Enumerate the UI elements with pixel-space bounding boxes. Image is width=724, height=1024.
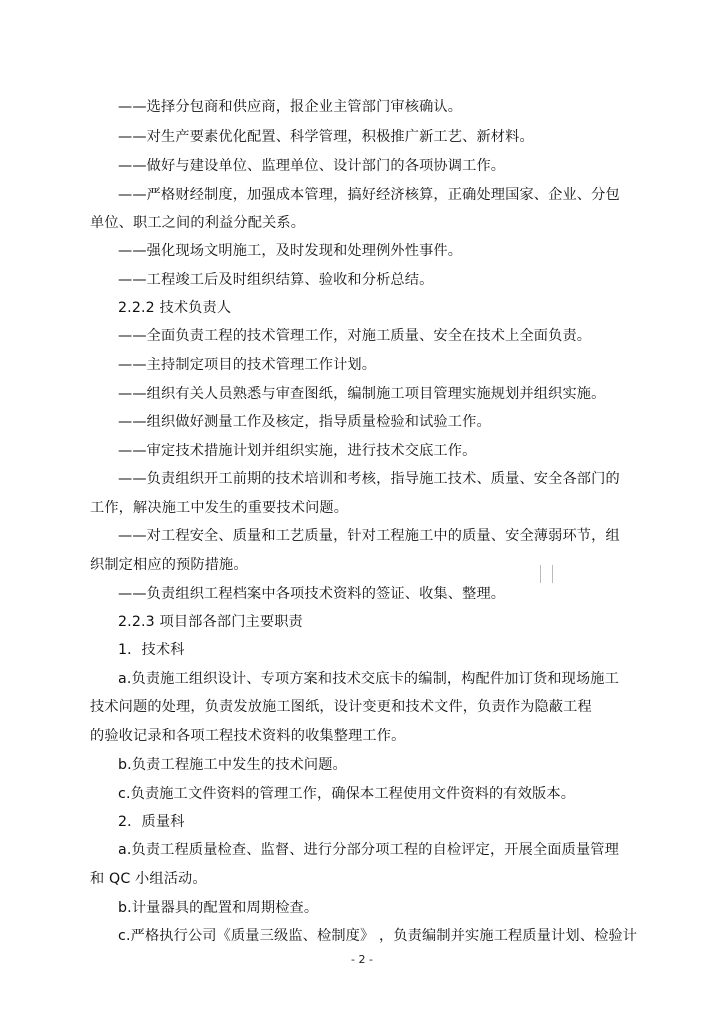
text-line: ——对工程安全、质量和工艺质量，针对工程施工中的质量、安全薄弱环节，组	[118, 528, 620, 544]
text-line: ——组织有关人员熟悉与审查图纸，编制施工项目管理实施规划并组织实施。	[118, 386, 606, 402]
text-line: 技术问题的处理，负责发放施工图纸，设计变更和技术文件，负责作为隐蔽工程	[90, 699, 592, 715]
text-line: ——负责组织开工前期的技术培训和考核，指导施工技术、质量、安全各部门的	[118, 471, 620, 487]
text-line: a.负责工程质量检查、监督、进行分部分项工程的自检评定，开展全面质量管理	[118, 842, 619, 858]
text-line: c.负责施工文件资料的管理工作，确保本工程使用文件资料的有效版本。	[118, 786, 576, 802]
text-line: ——组织做好测量工作及核定，指导质量检验和试验工作。	[118, 414, 491, 430]
section-heading: 2.2.2 技术负责人	[118, 300, 232, 316]
text-line: 和 QC 小组活动。	[90, 871, 207, 887]
text-line: ——做好与建设单位、监理单位、设计部门的各项协调工作。	[118, 158, 506, 174]
text-line: 织制定相应的预防措施。	[90, 557, 248, 573]
scan-mark	[540, 565, 553, 583]
text-line: ——对生产要素优化配置、科学管理，积极推广新工艺、新材料。	[118, 129, 534, 145]
text-line: ——负责组织工程档案中各项技术资料的签证、收集、整理。	[118, 586, 506, 602]
subsection-heading: 1．技术科	[118, 642, 185, 658]
text-line: ——审定技术措施计划并组织实施，进行技术交底工作。	[118, 443, 477, 459]
text-line: ——选择分包商和供应商，报企业主管部门审核确认。	[118, 99, 463, 115]
page-number: - 2 -	[351, 953, 373, 966]
text-line: b.负责工程施工中发生的技术问题。	[118, 757, 347, 773]
text-line: c.严格执行公司《质量三级监、检制度》 ，负责编制并实施工程质量计划、检验计	[118, 928, 638, 944]
text-line: 单位、职工之间的利益分配关系。	[90, 215, 306, 231]
subsection-heading: 2．质量科	[118, 814, 185, 830]
section-heading: 2.2.3 项目部各部门主要职责	[118, 614, 303, 630]
text-line: 工作，解决施工中发生的重要技术问题。	[90, 500, 349, 516]
text-line: a.负责施工组织设计、专项方案和技术交底卡的编制，构配件加订货和现场施工	[118, 671, 619, 687]
text-line: ——主持制定项目的技术管理工作计划。	[118, 357, 377, 373]
text-line: ——全面负责工程的技术管理工作，对施工质量、安全在技术上全面负责。	[118, 328, 592, 344]
text-line: 的验收记录和各项工程技术资料的收集整理工作。	[90, 728, 406, 744]
text-line: ——严格财经制度，加强成本管理，搞好经济核算，正确处理国家、企业、分包	[118, 187, 620, 203]
text-line: ——强化现场文明施工，及时发现和处理例外性事件。	[118, 243, 463, 259]
text-line: ——工程竣工后及时组织结算、验收和分析总结。	[118, 272, 434, 288]
text-line: b.计量器具的配置和周期检查。	[118, 900, 319, 916]
